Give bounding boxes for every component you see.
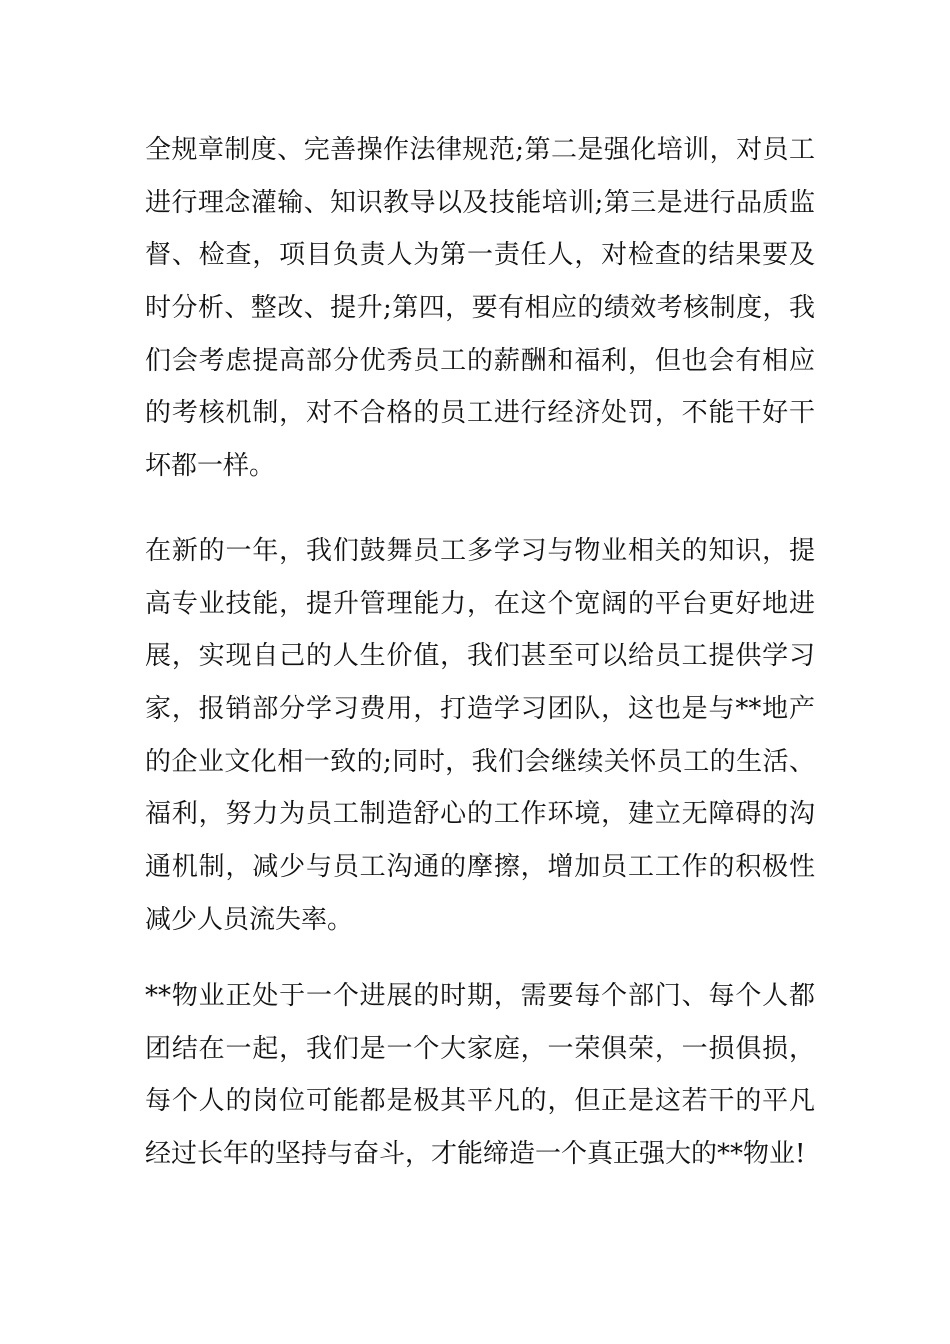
- text-line: 减少人员流失率。: [145, 904, 354, 935]
- text-line: 的考核机制，对不合格的员工进行经济处罚，不能干好干: [145, 398, 815, 429]
- text-line: 督、检查，项目负责人为第一责任人，对检查的结果要及: [145, 240, 815, 271]
- text-line: 们会考虑提高部分优秀员工的薪酬和福利，但也会有相应: [145, 345, 815, 376]
- paragraph-closing: [145, 970, 815, 1181]
- text-line: 团结在一起，我们是一个大家庭，一荣俱荣，一损俱损，: [145, 1033, 815, 1064]
- text-line: 通机制，减少与员工沟通的摩擦，增加员工工作的积极性: [145, 852, 815, 883]
- text-line: 进行理念灌输、知识教导以及技能培训;第三是进行品质监: [145, 187, 815, 218]
- text-line: 展，实现自己的人生价值，我们甚至可以给员工提供学习: [145, 641, 815, 672]
- text-line: 坏都一样。: [145, 451, 276, 482]
- text-line: **物业正处于一个进展的时期，需要每个部门、每个人都: [145, 981, 815, 1011]
- text-line: 全规章制度、完善操作法律规范;第二是强化培训，对员工: [145, 135, 815, 165]
- text-line: 每个人的岗位可能都是极其平凡的，但正是这若干的平凡: [145, 1086, 815, 1117]
- text-line: 福利，努力为员工制造舒心的工作环境，建立无障碍的沟: [145, 799, 815, 830]
- paragraph-new-year-plans: [145, 525, 815, 947]
- paragraph-staff-management: [145, 124, 815, 493]
- text-line: 高专业技能，提升管理能力，在这个宽阔的平台更好地进: [145, 588, 815, 619]
- text-line: 家，报销部分学习费用，打造学习团队，这也是与**地产: [145, 694, 815, 725]
- text-line: 时分析、整改、提升;第四，要有相应的绩效考核制度，我: [145, 293, 815, 324]
- text-line: 经过长年的坚持与奋斗，才能缔造一个真正强大的**物业!: [145, 1139, 806, 1170]
- text-line: 的企业文化相一致的;同时，我们会继续关怀员工的生活、: [145, 746, 815, 777]
- text-line: 在新的一年，我们鼓舞员工多学习与物业相关的知识，提: [145, 536, 815, 566]
